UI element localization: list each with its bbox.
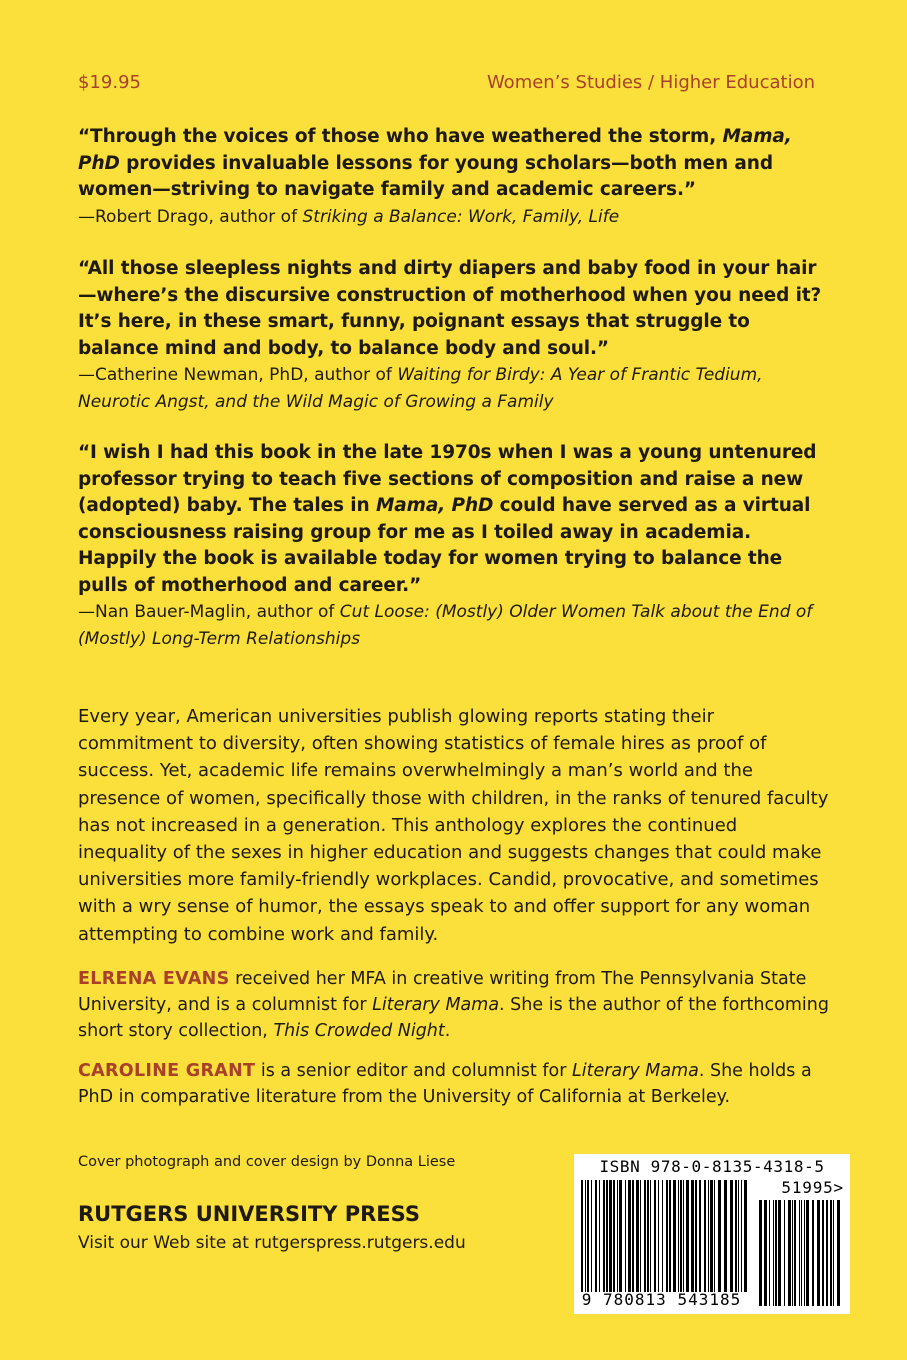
quote-attribution: —Robert Drago, author of Striking a Balance: Work, Family, Life [78,206,620,227]
quote-text: “I wish I had this book in the late 1970s when I was a young untenured professor trying to teach five sections of composition and raise a new (adopted) baby. The tales in Mama, PhD could have served as a virtual consciousness raising group for me as I toiled away in academia. Happily the book is available today for women trying to balance the pulls of motherhood and career.” [78,442,817,596]
quote-attribution: —Catherine Newman, PhD, author of Waiting for Birdy: A Year of Frantic Tedium, Neurotic Angst, and the Wild Magic of Growing a Family [78,365,763,412]
cover-credit: Cover photograph and cover design by Donna Liese [78,1154,456,1170]
publisher-name: RUTGERS UNIVERSITY PRESS [78,1202,420,1226]
quote-text: “All those sleepless nights and dirty diapers and baby food in your hair—where’s the discursive construction of motherhood when you need it? It’s here, in these smart, funny, poignant essays that struggle to balance mind and body, to balance body and soul.” [78,258,822,359]
publisher-website: Visit our Web site at rutgerspress.rutgers.edu [78,1233,466,1253]
quote-attribution: —Nan Bauer-Maglin, author of Cut Loose: (Mostly) Older Women Talk about the End of (Mostly) Long-Term Relationships [78,602,813,649]
author-name: ELRENA EVANS [78,969,230,989]
ean-number: 9 780813 543185 [581,1290,742,1309]
book-title: Mama, PhD [78,126,792,174]
endorsement-quote-3 [78,440,823,652]
author-bio-grant: CAROLINE GRANT is a senior editor and columnist for Literary Mama. She holds a PhD in comparative literature from the University of California at Berkeley. [78,1061,812,1107]
author-name: CAROLINE GRANT [78,1061,256,1081]
endorsement-quote-2 [78,256,823,415]
book-description: Every year, American universities publish glowing reports stating their commitment to diversity, often showing statistics of female hires as proof of success. Yet, academic life remains overwhelmingly a man’s world and the presence of women, specifically those with children, in the ranks of tenured faculty has not increased in a generation. This anthology explores the continued inequality of the sexes in higher education and suggests changes that could make universities more family-friendly workplaces. Candid, provocative, and sometimes with a wry sense of humor, the essays speak to and offer support for any woman attempting to combine work and family. [78,706,829,945]
author-bio-evans: ELRENA EVANS received her MFA in creative writing from The Pennsylvania State University, and is a columnist for Literary Mama. She is the author of the forthcoming short story collection, This Crowded Night. [78,969,829,1041]
isbn-number: ISBN 978-0-8135-4318-5 [599,1157,825,1176]
price-code: 51995> [781,1178,844,1197]
category-label: Women’s Studies / Higher Education [486,72,815,93]
barcode-bars-icon [580,1180,748,1292]
price-label: $19.95 [78,72,141,93]
quote-text: “Through the voices of those who have weathered the storm, Mama, PhD provides invaluable lessons for young scholars—both men and women—striving to navigate family and academic careers.” [78,126,792,200]
addon-barcode-bars-icon [758,1200,842,1306]
isbn-barcode [574,1154,850,1314]
book-title: Mama, PhD [375,495,494,516]
endorsement-quote-1 [78,124,823,230]
